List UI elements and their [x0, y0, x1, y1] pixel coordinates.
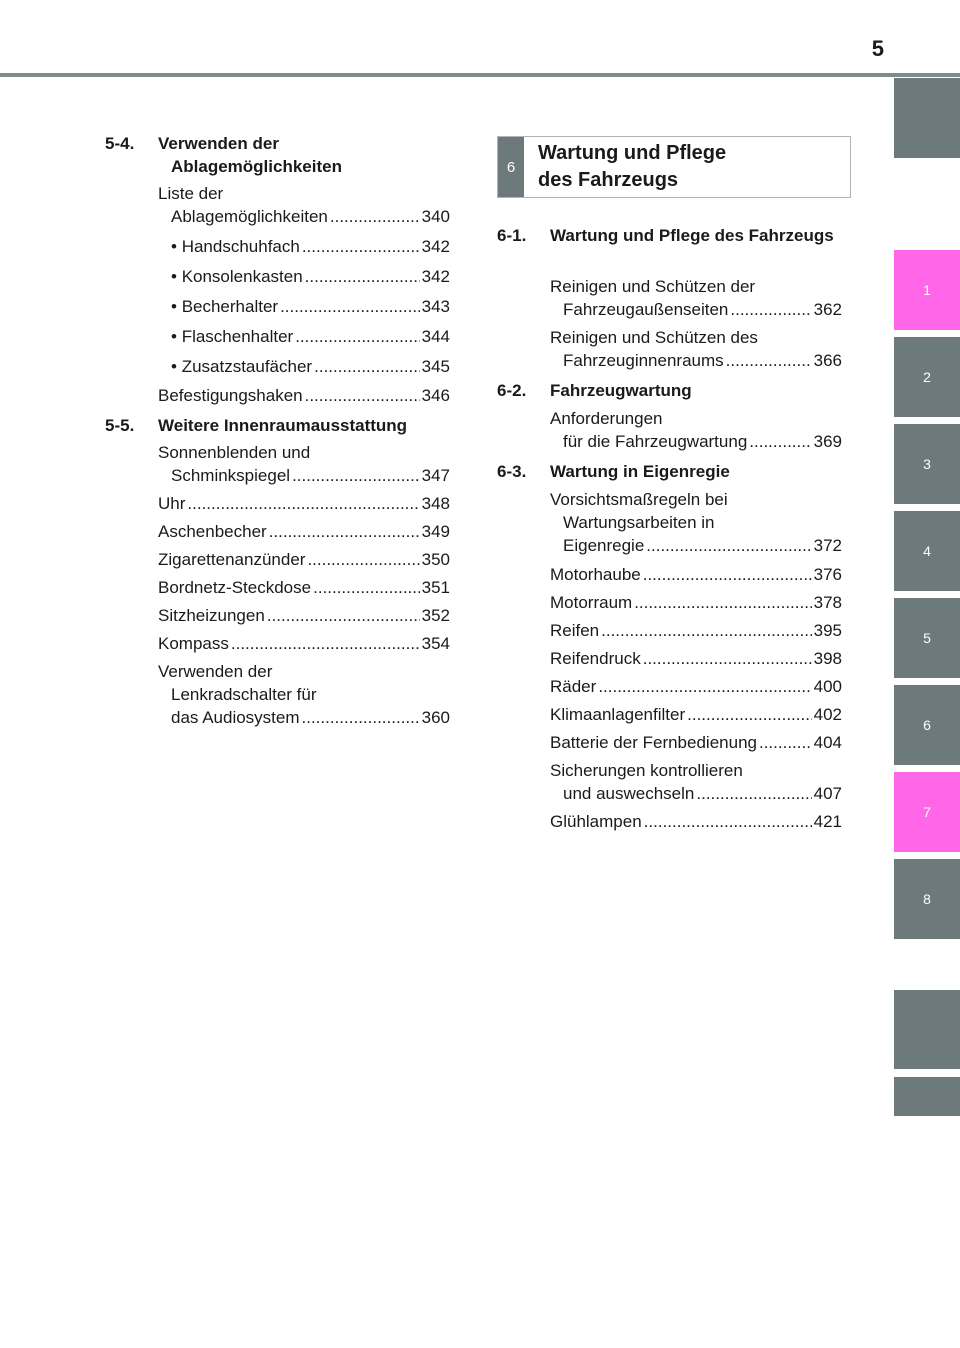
toc-entry-anforderungen[interactable] — [550, 407, 842, 453]
section-number: 6-2. — [497, 381, 527, 400]
entry-line: Anforderungen — [550, 409, 663, 428]
chapter-tab-3[interactable]: 3 — [894, 424, 960, 504]
chapter-header-box — [497, 136, 851, 198]
entry-text: Reifen — [550, 621, 600, 640]
page-ref: 376 — [813, 565, 842, 584]
chapter-tab-8[interactable]: 8 — [894, 859, 960, 939]
page-ref: 354 — [421, 634, 450, 653]
entry-line: Wartungsarbeiten in — [563, 513, 715, 532]
chapter-tab-7[interactable]: 7 — [894, 772, 960, 852]
entry-line: Reinigen und Schützen der — [550, 277, 756, 296]
entry-text: Motorhaube — [550, 565, 641, 584]
toc-entry-reifendruck[interactable] — [550, 647, 842, 670]
top-rule — [0, 73, 960, 77]
chapter-tab-6[interactable]: 6 — [894, 685, 960, 765]
entry-text: Kompass — [158, 634, 229, 653]
page-ref: 369 — [813, 432, 842, 451]
page-ref: 346 — [421, 386, 450, 405]
chapter-tab-index-a[interactable] — [894, 990, 960, 1069]
toc-entry-ablage-liste[interactable] — [158, 182, 450, 228]
entry-text: • Zusatzstaufächer — [171, 355, 312, 378]
section-number: 6-1. — [497, 226, 527, 245]
page-number: 5 — [871, 36, 884, 61]
toc-entry-gluehlampen[interactable] — [550, 810, 842, 833]
page-ref: 404 — [813, 733, 842, 752]
toc-entry-uhr[interactable] — [158, 492, 450, 515]
toc-entry-sitzheizungen[interactable] — [158, 604, 450, 627]
page-ref: 350 — [421, 550, 450, 569]
toc-entry-zigarettenanzuender[interactable] — [158, 548, 450, 571]
entry-text: Glühlampen — [550, 812, 642, 831]
chapter-number: 6 — [498, 137, 524, 197]
toc-entry-reifen[interactable] — [550, 619, 842, 642]
page-ref: 407 — [813, 784, 842, 803]
toc-entry-raeder[interactable] — [550, 675, 842, 698]
toc-entry-fahrzeuginnenraum[interactable] — [550, 326, 842, 372]
page-ref: 362 — [813, 300, 842, 319]
section-number: 6-3. — [497, 462, 527, 481]
toc-entry-klimaanlagenfilter[interactable] — [550, 703, 842, 726]
entry-text: • Flaschenhalter — [171, 325, 293, 348]
entry-text: • Handschuhfach — [171, 235, 300, 258]
section-title: Wartung in Eigenregie — [550, 462, 730, 481]
page-ref: 347 — [421, 466, 450, 485]
entry-text: Schminkspiegel — [171, 466, 291, 485]
page-ref: 344 — [421, 327, 450, 346]
entry-text: Fahrzeugaußenseiten — [563, 300, 729, 319]
entry-text: Sitzheizungen — [158, 606, 265, 625]
entry-text: das Audiosystem — [171, 708, 300, 727]
toc-entry-handschuhfach[interactable] — [158, 235, 450, 258]
page-ref: 342 — [421, 237, 450, 256]
entry-text: Zigarettenanzünder — [158, 550, 306, 569]
entry-text: Klimaanlagenfilter — [550, 705, 686, 724]
section-title: Weitere Innenraumausstattung — [158, 416, 408, 435]
entry-line: Verwenden der — [158, 662, 273, 681]
toc-entry-bordnetz-steckdose[interactable] — [158, 576, 450, 599]
toc-entry-sonnenblenden[interactable] — [158, 441, 450, 487]
entry-text: Aschenbecher — [158, 522, 267, 541]
page-ref: 421 — [813, 812, 842, 831]
toc-entry-lenkradschalter[interactable] — [158, 660, 450, 729]
chapter-tab-index-b[interactable] — [894, 1077, 960, 1116]
page-ref: 402 — [813, 705, 842, 724]
toc-entry-kompass[interactable] — [158, 632, 450, 655]
page-ref: 343 — [421, 297, 450, 316]
entry-text: Batterie der Fernbedienung — [550, 733, 757, 752]
chapter-title: Wartung und Pflege des Fahrzeugs — [538, 142, 727, 191]
toc-entry-vorsichtsmassregeln[interactable] — [550, 488, 842, 557]
entry-line: Sonnenblenden und — [158, 443, 311, 462]
entry-line: Liste der — [158, 184, 224, 203]
entry-text: • Konsolenkasten — [171, 265, 303, 288]
entry-text: Eigenregie — [563, 536, 645, 555]
entry-text: Räder — [550, 677, 597, 696]
entry-line: Vorsichtsmaßregeln bei — [550, 490, 728, 509]
entry-text: Fahrzeuginnenraums — [563, 351, 724, 370]
page-ref: 351 — [421, 578, 450, 597]
section-number: 5-5. — [105, 416, 135, 435]
toc-entry-flaschenhalter[interactable] — [158, 325, 450, 348]
toc-entry-motorraum[interactable] — [550, 591, 842, 614]
toc-entry-aschenbecher[interactable] — [158, 520, 450, 543]
chapter-tab-4[interactable]: 4 — [894, 511, 960, 591]
entry-text: Motorraum — [550, 593, 633, 612]
chapter-tab-top[interactable] — [894, 78, 960, 158]
entry-line: Sicherungen kontrollieren — [550, 761, 743, 780]
toc-entry-motorhaube[interactable] — [550, 563, 842, 586]
entry-text: Befestigungshaken — [158, 386, 303, 405]
entry-text: Uhr — [158, 494, 186, 513]
section-title: Fahrzeugwartung — [550, 381, 692, 400]
page-ref: 345 — [421, 357, 450, 376]
page-ref: 340 — [421, 207, 450, 226]
entry-line: Lenkradschalter für — [171, 685, 317, 704]
toc-entry-batterie-fernbedienung[interactable] — [550, 731, 842, 754]
toc-entry-konsolenkasten[interactable] — [158, 265, 450, 288]
entry-text: • Becherhalter — [171, 295, 278, 318]
toc-entry-becherhalter[interactable] — [158, 295, 450, 318]
chapter-tab-5[interactable]: 5 — [894, 598, 960, 678]
entry-line: Reinigen und Schützen des — [550, 328, 758, 347]
entry-text: Reifendruck — [550, 649, 641, 668]
page-ref: 366 — [813, 351, 842, 370]
page-ref: 348 — [421, 494, 450, 513]
section-title: Wartung und Pflege des Fahrzeugs — [550, 226, 834, 245]
page-ref: 349 — [421, 522, 450, 541]
page-ref: 378 — [813, 593, 842, 612]
page-ref: 360 — [421, 708, 450, 727]
section-title: Verwenden der Ablagemöglichkeiten — [158, 134, 342, 176]
page-ref: 398 — [813, 649, 842, 668]
toc-entry-befestigungshaken[interactable] — [158, 384, 450, 407]
page-ref: 395 — [813, 621, 842, 640]
entry-text: für die Fahrzeugwartung — [563, 432, 748, 451]
page-ref: 352 — [421, 606, 450, 625]
chapter-tab-2[interactable]: 2 — [894, 337, 960, 417]
toc-entry-fahrzeugaussenseiten[interactable] — [550, 275, 842, 321]
entry-text: und auswechseln — [563, 784, 695, 803]
section-number: 5-4. — [105, 134, 135, 153]
page-ref: 342 — [421, 267, 450, 286]
toc-entry-zusatzstaufaecher[interactable] — [158, 355, 450, 378]
page-ref: 372 — [813, 536, 842, 555]
entry-text: Bordnetz-Steckdose — [158, 578, 312, 597]
page-ref: 400 — [813, 677, 842, 696]
entry-text: Ablagemöglichkeiten — [171, 207, 328, 226]
chapter-tab-1[interactable]: 1 — [894, 250, 960, 330]
toc-entry-sicherungen[interactable] — [550, 759, 842, 805]
